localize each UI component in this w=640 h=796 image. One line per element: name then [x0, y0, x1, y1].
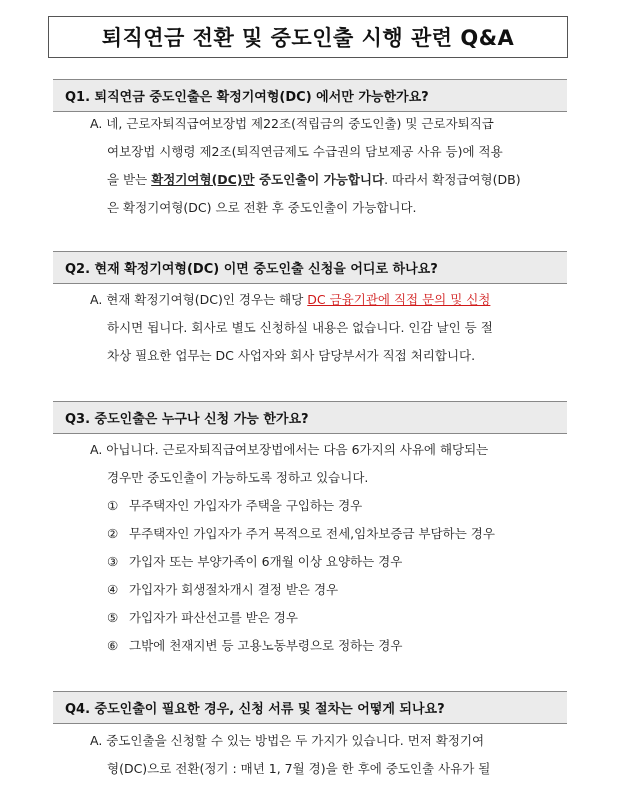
q4-answer-line2: 형(DC)으로 전환(정기 : 매년 1, 7월 경)을 한 후에 중도인출 사유가 될 — [107, 761, 491, 776]
q1-answer-line1: A. 네, 근로자퇴직급여보장법 제22조(적립금의 중도인출) 및 근로자퇴직급 — [90, 116, 494, 131]
list-item: ⑥ 그밖에 천재지변 등 고용노동부령으로 정하는 경우 — [107, 638, 403, 653]
q4-answer — [90, 727, 570, 783]
q2-heading: Q2. 현재 확정기여형(DC) 이면 중도인출 신청을 어디로 하나요? — [53, 251, 567, 284]
q3-answer — [90, 436, 570, 660]
q2-answer-line2: 하시면 됩니다. 회사로 별도 신청하실 내용은 없습니다. 인감 날인 등 절 — [107, 320, 493, 335]
q1-answer-line2: 여보장법 시행령 제2조(퇴직연금제도 수급권의 담보제공 사유 등)에 적용 — [107, 144, 503, 159]
q1-heading: Q1. 퇴직연금 중도인출은 확정기여형(DC) 에서만 가능한가요? — [53, 79, 567, 112]
list-item: ② 무주택자인 가입자가 주거 목적으로 전세,임차보증금 부담하는 경우 — [107, 526, 495, 541]
q2-dc-institution-highlight: DC 금융기관에 직접 문의 및 신청 — [307, 292, 491, 307]
q4-answer-line1: A. 중도인출을 신청할 수 있는 방법은 두 가지가 있습니다. 먼저 확정기여 — [90, 733, 485, 748]
page-title: 퇴직연금 전환 및 중도인출 시행 관련 Q&A — [48, 16, 568, 58]
q1-answer-line3 — [90, 166, 570, 194]
q2-answer — [90, 286, 570, 370]
q3-heading: Q3. 중도인출은 누구나 신청 가능 한가요? — [53, 401, 567, 434]
q2-answer-line1 — [90, 286, 570, 314]
q3-answer-line1: A. 아닙니다. 근로자퇴직급여보장법에서는 다음 6가지의 사유에 해당되는 — [90, 442, 489, 457]
q1-answer-line4: 은 확정기여형(DC) 으로 전환 후 중도인출이 가능합니다. — [107, 200, 417, 215]
list-item: ③ 가입자 또는 부양가족이 6개월 이상 요양하는 경우 — [107, 554, 403, 569]
q1-emphasis-dc-only: 확정기여형(DC)만 — [151, 172, 255, 187]
q3-reason-list — [90, 492, 570, 660]
q1-answer-line3-post: . 따라서 확정급여형(DB) — [384, 172, 521, 187]
q4-heading: Q4. 중도인출이 필요한 경우, 신청 서류 및 절차는 어떻게 되나요? — [53, 691, 567, 724]
list-item: ④ 가입자가 회생절차개시 결정 받은 경우 — [107, 582, 339, 597]
q1-emphasis-possible: 중도인출이 가능합니다 — [254, 172, 385, 187]
list-item: ① 무주택자인 가입자가 주택을 구입하는 경우 — [107, 498, 363, 513]
q1-answer — [90, 110, 570, 222]
q1-answer-line3-pre: 을 받는 — [107, 172, 152, 187]
q2-answer-line1-pre: A. 현재 확정기여형(DC)인 경우는 해당 — [90, 292, 308, 307]
list-item: ⑤ 가입자가 파산선고를 받은 경우 — [107, 610, 298, 625]
q3-answer-line2: 경우만 중도인출이 가능하도록 정하고 있습니다. — [107, 470, 369, 485]
q2-answer-line3: 차상 필요한 업무는 DC 사업자와 회사 담당부서가 직접 처리합니다. — [107, 348, 476, 363]
